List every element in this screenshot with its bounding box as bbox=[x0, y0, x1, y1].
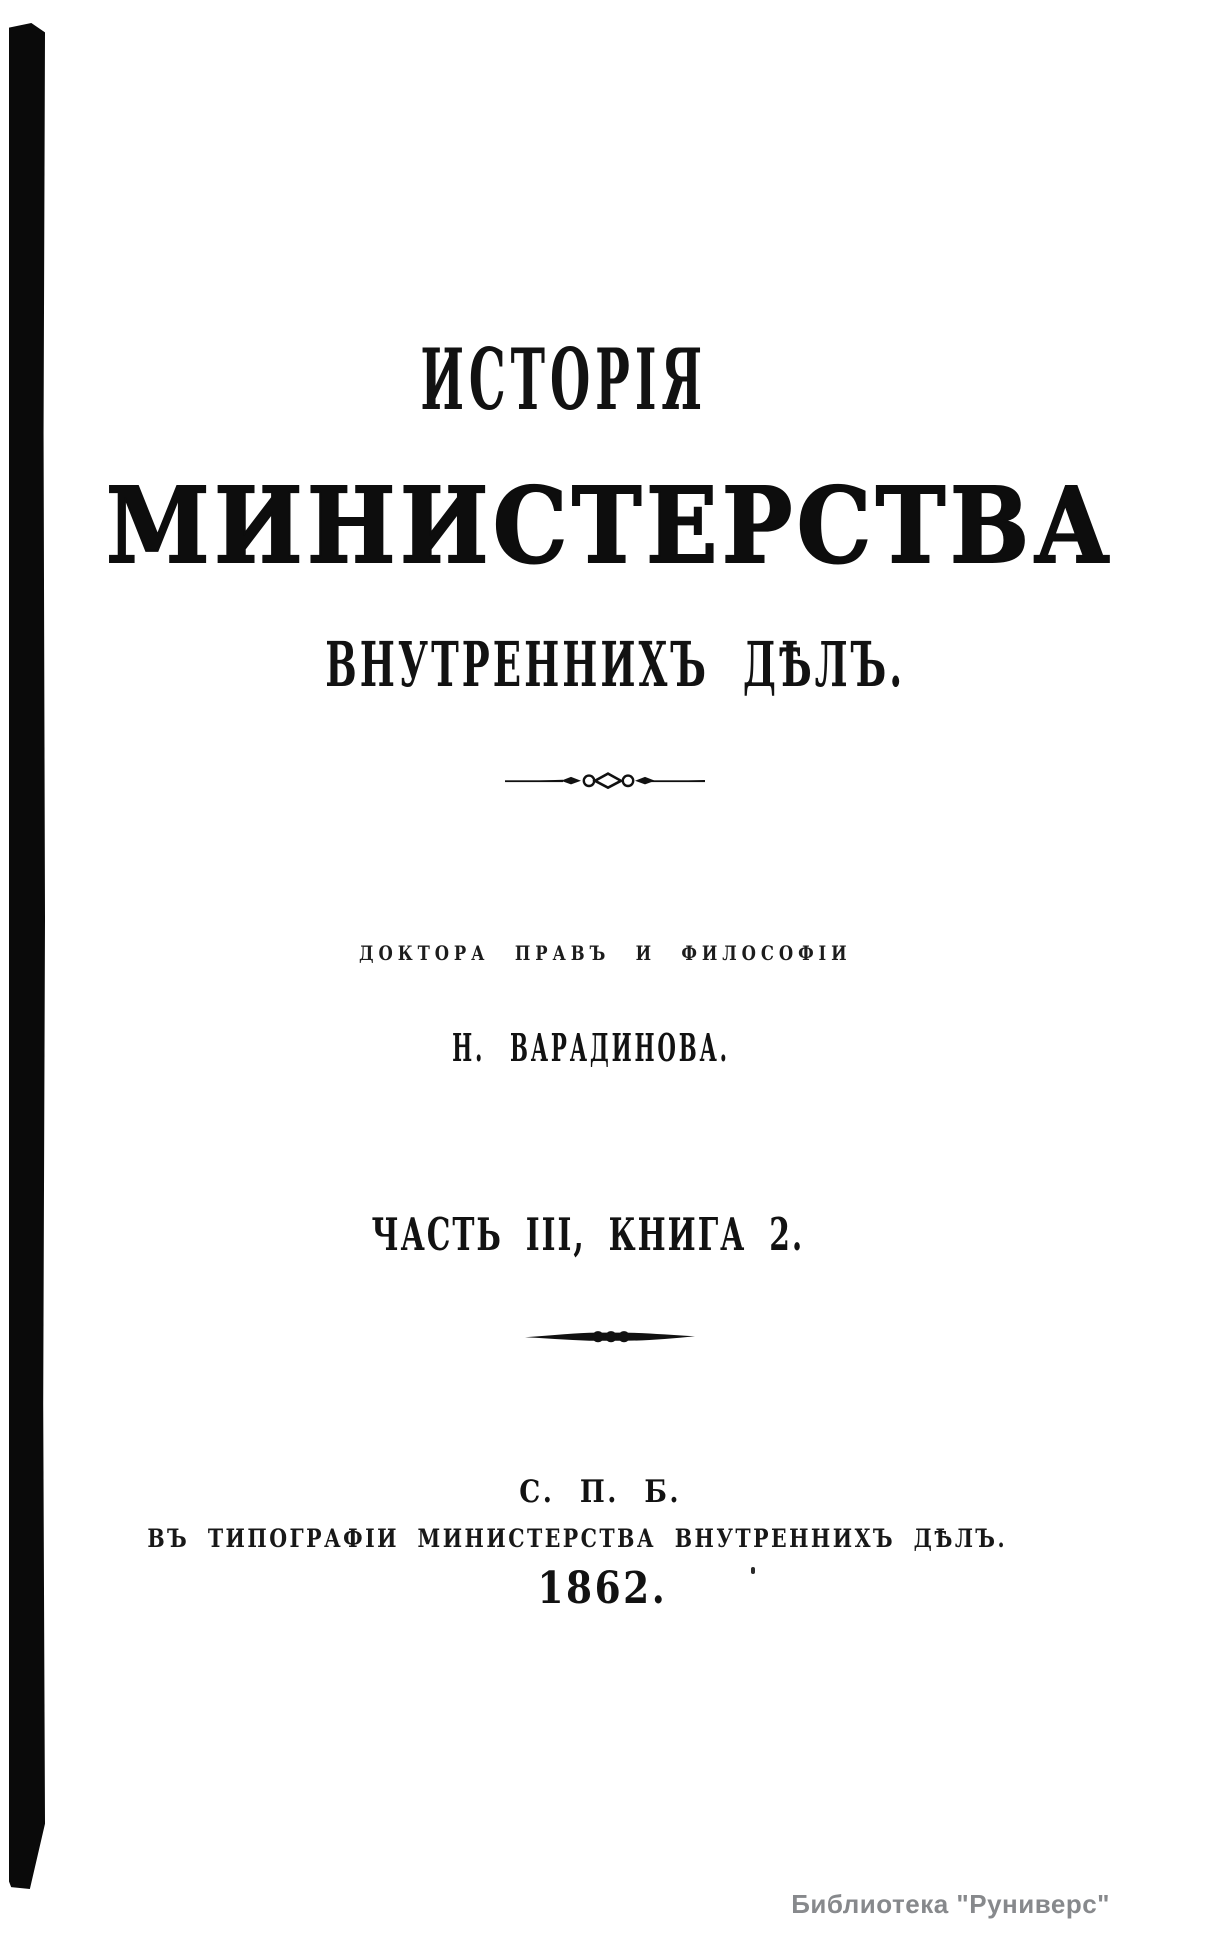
ink-speck bbox=[751, 1567, 755, 1574]
book-title-line-2 bbox=[0, 464, 1225, 587]
part-book-line bbox=[0, 1208, 1225, 1261]
imprint-publisher-text: ВЪ ТИПОГРАФІИ МИНИСТЕРСТВА ВНУТРЕННИХЪ ДѢЛЪ. bbox=[147, 1524, 1008, 1553]
author-degree-line bbox=[0, 943, 1225, 963]
imprint-city-text: С. П. Б. bbox=[519, 1474, 682, 1510]
library-watermark-text: Библиотека "Руниверс" bbox=[791, 1889, 1110, 1919]
author-name-text: Н. ВАРАДИНОВА. bbox=[451, 1025, 730, 1070]
book-title-line-2-text: МИНИСТЕРСТВА bbox=[106, 464, 1115, 587]
library-watermark bbox=[791, 1889, 1110, 1920]
author-degree-text: ДОКТОРА ПРАВЪ И ФИЛОСОФІИ bbox=[359, 941, 852, 965]
imprint-publisher-line bbox=[0, 1526, 1225, 1551]
book-title-line-3-text: ВНУТРЕННИХЪ ДѢЛЪ. bbox=[325, 628, 906, 701]
book-title-line-1 bbox=[0, 330, 1225, 429]
top-divider-ornament-icon bbox=[505, 771, 705, 791]
imprint-year-line bbox=[0, 1563, 1225, 1614]
book-title-line-3 bbox=[0, 628, 1225, 701]
imprint-city-line bbox=[0, 1474, 1225, 1510]
author-name-line bbox=[0, 1025, 1225, 1070]
imprint-year-text: 1862. bbox=[537, 1563, 668, 1614]
book-title-line-1-text: ИСТОРІЯ bbox=[420, 330, 707, 429]
bottom-divider-ornament-icon bbox=[525, 1328, 695, 1346]
part-book-text: ЧАСТЬ III, КНИГА 2. bbox=[371, 1208, 804, 1261]
